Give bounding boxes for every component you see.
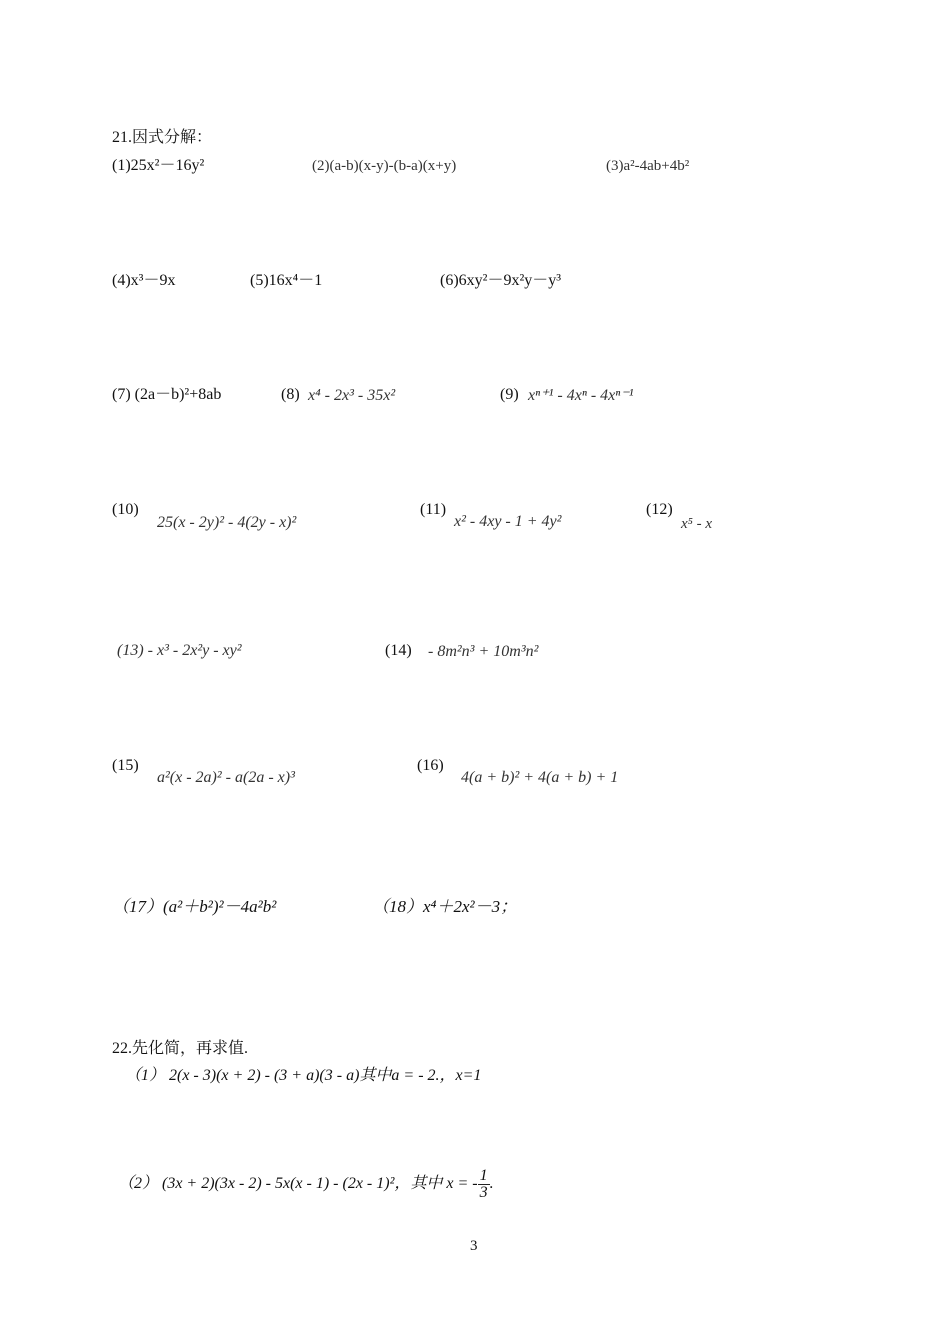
problem-16-label: (16) (417, 757, 444, 774)
problem-2: (2)(a-b)(x-y)-(b-a)(x+y) (312, 158, 457, 174)
q22-subproblem-2 (118, 1164, 494, 1214)
problem-8-expression: x⁴ - 2x³ - 35x² (308, 387, 396, 404)
fraction-numerator: 1 (479, 1166, 488, 1184)
problem-14-expression: - 8m²n³ + 10m³n² (428, 643, 539, 660)
problem-3: (3)a²-4ab+4b² (606, 158, 690, 174)
q22-title: 22.先化简，再求值. (112, 1040, 249, 1057)
q21-title: 21.因式分解： (112, 129, 213, 146)
fraction-denominator: 3 (479, 1183, 488, 1201)
problem-12-expression: x⁵ - x (681, 516, 713, 532)
problem-11-label: (11) (420, 501, 447, 518)
problem-11-expression: x² - 4xy - 1 + 4y² (454, 513, 562, 530)
problem-15-label: (15) (112, 757, 139, 774)
problem-5: (5)16x⁴－1 (250, 272, 323, 289)
q22-subproblem-1: （1） 2(x - 3)(x + 2) - (3 + a)(3 - a)其中a = - 2.，x=1 (125, 1067, 482, 1084)
problem-1: (1)25x²－16y² (112, 157, 205, 174)
q22-subproblem-2-expression: （2） (3x + 2)(3x - 2) - 5x(x - 1) - (2x - 1)²，其中 x = - (118, 1175, 478, 1192)
problem-16-expression: 4(a + b)² + 4(a + b) + 1 (461, 769, 619, 786)
problem-9-expression: xⁿ⁺¹ - 4xⁿ - 4xⁿ⁻¹ (528, 387, 634, 404)
problem-10-expression: 25(x - 2y)² - 4(2y - x)² (157, 514, 297, 531)
problem-13: (13) - x³ - 2x²y - xy² (117, 642, 242, 659)
problem-15-expression: a²(x - 2a)² - a(2a - x)³ (157, 769, 295, 786)
problem-7: (7) (2a－b)²+8ab (112, 386, 222, 403)
problem-12-label: (12) (646, 501, 673, 518)
problem-4: (4)x³－9x (112, 272, 176, 289)
problem-14-label: (14) (385, 642, 412, 659)
fraction-one-third (478, 1168, 490, 1201)
problem-17: （17）(a²＋b²)²－4a²b² (112, 897, 277, 916)
problem-6: (6)6xy²－9x²y－y³ (440, 272, 562, 289)
page-number: 3 (470, 1238, 478, 1254)
problem-10-label: (10) (112, 501, 139, 518)
problem-18: （18）x⁴＋2x²－3； (372, 897, 518, 916)
problem-9-label: (9) (500, 386, 519, 403)
q22-subproblem-2-end: . (489, 1175, 494, 1192)
problem-8-label: (8) (281, 386, 300, 403)
